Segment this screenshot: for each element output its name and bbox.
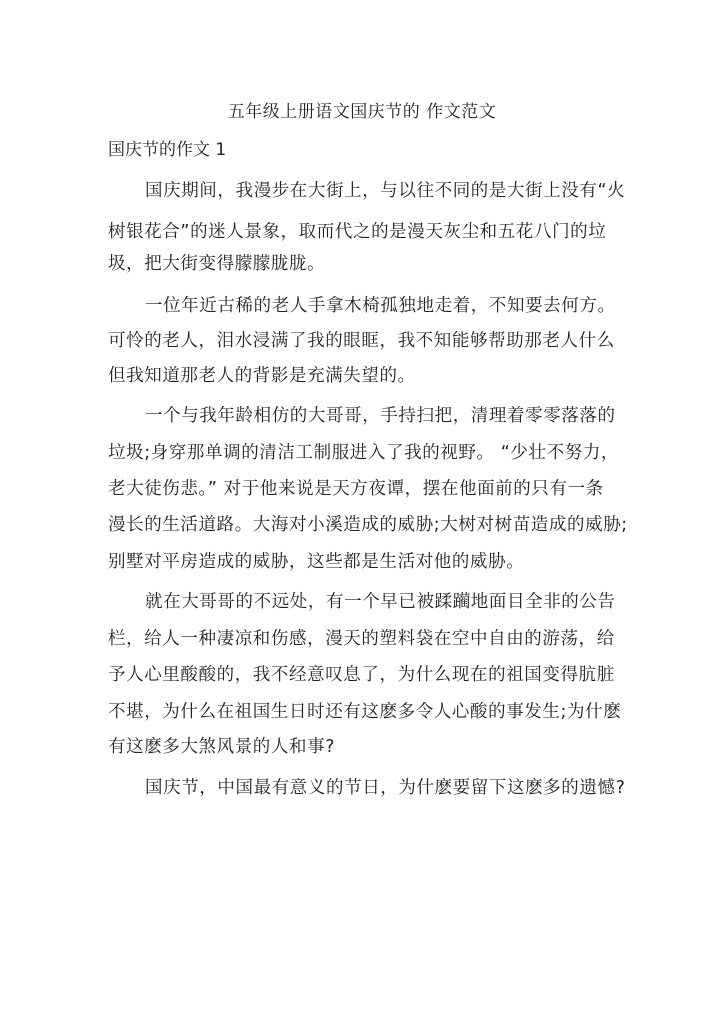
paragraph-2-line-2: 可怜的老人，泪水浸满了我的眼眶，我不知能够帮助那老人什么 (108, 331, 615, 351)
paragraph-1-line-2: 树银花合”的迷人景象，取而代之的是漫天灰尘和五花八门的垃 (108, 222, 607, 242)
paragraph-1-line-3: 圾，把大街变得朦朦胧胧。 (108, 254, 326, 274)
paragraph-2-line-1: 一位年近古稀的老人手拿木椅孤独地走着，不知要去何方。 (145, 296, 616, 316)
paragraph-4-line-5: 有这麽多大煞风景的人和事? (108, 737, 336, 757)
paragraph-3-line-1: 一个与我年龄相仿的大哥哥，手持扫把，清理着零零落落的 (145, 406, 616, 426)
paragraph-4-line-1: 就在大哥哥的不远处，有一个早已被蹂躏地面目全非的公告 (145, 592, 616, 612)
document-title: 五年级上册语文国庆节的 作文范文 (227, 102, 497, 122)
essay-heading: 国庆节的作文 1 (108, 140, 227, 160)
paragraph-3-line-3: 老大徒伤悲。” 对于他来说是天方夜谭，摆在他面前的只有一条 (108, 479, 604, 499)
paragraph-4-line-4: 不堪，为什么在祖国生日时还有这麽多令人心酸的事发生;为什麽 (108, 702, 622, 722)
paragraph-1-line-1: 国庆期间，我漫步在大街上，与以往不同的是大街上没有“火 (145, 181, 626, 201)
paragraph-2-line-3: 但我知道那老人的背影是充满失望的。 (108, 366, 416, 386)
paragraph-3-line-2: 垃圾;身穿那单调的清洁工制服进入了我的视野。 “少壮不努力， (108, 443, 620, 463)
paragraph-5-line-1: 国庆节，中国最有意义的节日，为什麽要留下这麽多的遗憾? (145, 778, 626, 798)
paragraph-3-line-5: 别墅对平房造成的威胁，这些都是生活对他的威胁。 (108, 552, 525, 572)
paragraph-4-line-2: 栏，给人一种凄凉和伤感，漫天的塑料袋在空中自由的游荡，给 (108, 629, 615, 649)
paragraph-4-line-3: 予人心里酸酸的，我不经意叹息了，为什么现在的祖国变得肮脏 (108, 665, 615, 685)
paragraph-3-line-4: 漫长的生活道路。大海对小溪造成的威胁;大树对树苗造成的威胁; (108, 515, 628, 535)
